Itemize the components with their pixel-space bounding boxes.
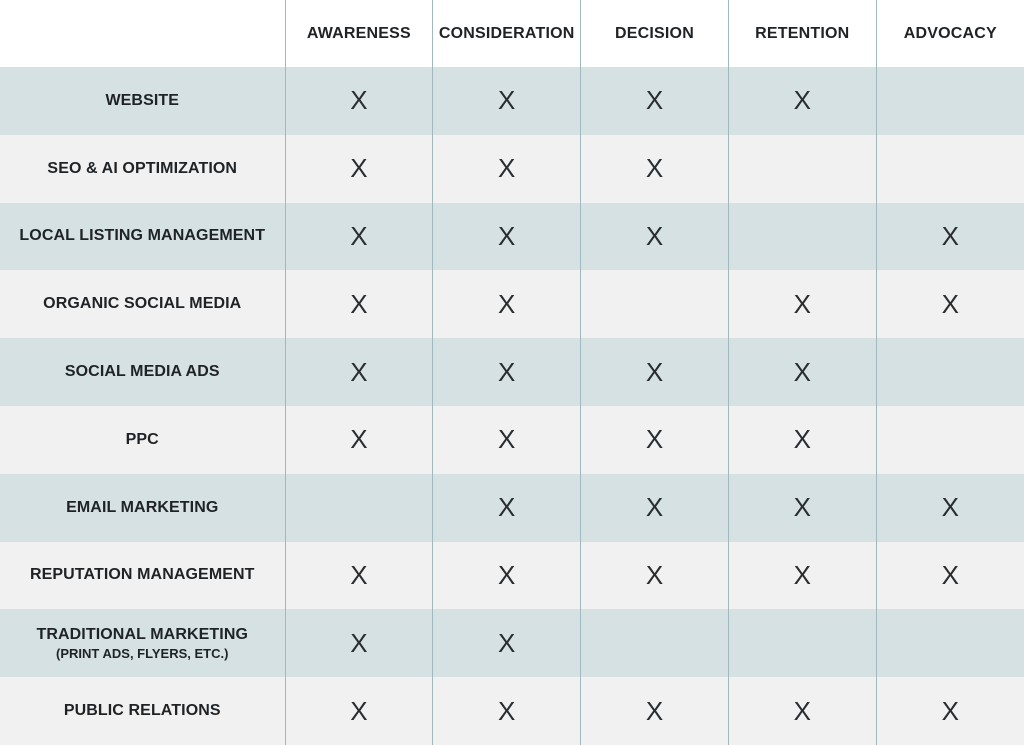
check-mark: X [941,492,960,523]
check-mark: X [645,559,664,590]
check-mark: X [498,559,516,590]
check-mark: X [793,85,811,116]
mark-cell [581,406,729,474]
mark-cell [728,338,876,406]
check-mark: X [350,695,368,726]
mark-cell [285,338,433,406]
mark-cell [581,474,729,542]
mark-cell [876,474,1024,542]
stage-header-decision: DECISION [581,0,729,67]
table-row [0,270,1024,338]
mark-cell [285,67,433,135]
mark-cell [876,338,1024,406]
mark-cell [433,406,581,474]
row-label-cell [0,609,285,677]
mark-cell [728,542,876,610]
mark-cell [728,67,876,135]
check-mark: X [498,153,516,184]
mark-cell [876,67,1024,135]
row-label: REPUTATION MANAGEMENT [29,566,255,584]
check-mark: X [350,220,368,251]
row-label: PPC [125,430,159,448]
check-mark: X [350,288,368,319]
mark-cell [581,609,729,677]
table-row [0,474,1024,542]
check-mark: X [645,356,664,387]
check-mark: X [498,492,516,523]
check-mark: X [941,559,960,590]
mark-cell [285,270,433,338]
mark-cell [728,203,876,271]
stage-header-retention: RETENTION [728,0,876,67]
check-mark: X [645,695,664,726]
mark-cell [728,677,876,745]
row-label-cell [0,270,285,338]
check-mark: X [645,220,664,251]
check-mark: X [941,288,960,319]
check-mark: X [350,153,368,184]
check-mark: X [498,288,516,319]
mark-cell [876,135,1024,203]
row-label-cell [0,406,285,474]
mark-cell [728,406,876,474]
mark-cell [433,203,581,271]
row-label: PUBLIC RELATIONS [63,702,221,720]
row-label: SOCIAL MEDIA ADS [64,363,220,381]
table-row [0,406,1024,474]
mark-cell [876,542,1024,610]
check-mark: X [941,695,960,726]
table-row [0,135,1024,203]
check-mark: X [498,627,516,658]
stage-header-consideration: CONSIDERATION [433,0,581,67]
check-mark: X [350,356,368,387]
header-row [0,0,1024,67]
row-label: EMAIL MARKETING [66,498,219,516]
mark-cell [581,542,729,610]
check-mark: X [793,288,811,319]
mark-cell [285,474,433,542]
mark-cell [433,270,581,338]
check-mark: X [350,85,368,116]
check-mark: X [793,356,811,387]
mark-cell [285,135,433,203]
check-mark: X [645,153,664,184]
row-label-cell [0,474,285,542]
row-label: WEBSITE [105,91,180,109]
mark-cell [876,270,1024,338]
row-label-cell [0,338,285,406]
table-row [0,677,1024,745]
check-mark: X [498,695,516,726]
row-label-cell [0,677,285,745]
mark-cell [433,677,581,745]
mark-cell [433,135,581,203]
mark-cell [285,677,433,745]
row-sublabel: (PRINT ADS, FLYERS, ETC.) [56,645,229,661]
check-mark: X [793,492,811,523]
check-mark: X [793,559,811,590]
check-mark: X [498,220,516,251]
mark-cell [876,677,1024,745]
table-row [0,609,1024,677]
check-mark: X [350,627,368,658]
table-row [0,203,1024,271]
check-mark: X [498,356,516,387]
mark-cell [433,542,581,610]
check-mark: X [645,492,664,523]
mark-cell [285,203,433,271]
row-label-cell [0,542,285,610]
table-row [0,338,1024,406]
corner-header [0,0,285,67]
check-mark: X [793,695,811,726]
mark-cell [728,135,876,203]
row-label-cell [0,67,285,135]
mark-cell [728,609,876,677]
stage-header-awareness: AWARENESS [285,0,433,67]
row-label: TRADITIONAL MARKETING [36,625,249,643]
mark-cell [581,67,729,135]
check-mark: X [645,85,664,116]
mark-cell [285,542,433,610]
row-label-cell [0,135,285,203]
mark-cell [433,474,581,542]
mark-cell [433,67,581,135]
mark-cell [285,406,433,474]
mark-cell [728,270,876,338]
mark-cell [433,609,581,677]
table-row [0,542,1024,610]
mark-cell [876,609,1024,677]
mark-cell [581,135,729,203]
table-row [0,67,1024,135]
check-mark: X [350,424,368,455]
check-mark: X [793,424,811,455]
mark-cell [581,270,729,338]
mark-cell [876,203,1024,271]
check-mark: X [498,424,516,455]
mark-cell [581,677,729,745]
mark-cell [433,338,581,406]
mark-cell [581,203,729,271]
check-mark: X [645,424,664,455]
row-label: SEO & AI OPTIMIZATION [47,159,238,177]
mark-cell [876,406,1024,474]
check-mark: X [941,220,960,251]
check-mark: X [350,559,368,590]
check-mark: X [498,85,516,116]
row-label: LOCAL LISTING MANAGEMENT [19,227,266,245]
stage-header-advocacy: ADVOCACY [876,0,1024,67]
row-label: ORGANIC SOCIAL MEDIA [43,295,242,313]
mark-cell [728,474,876,542]
row-label-cell [0,203,285,271]
mark-cell [285,609,433,677]
mark-cell [581,338,729,406]
